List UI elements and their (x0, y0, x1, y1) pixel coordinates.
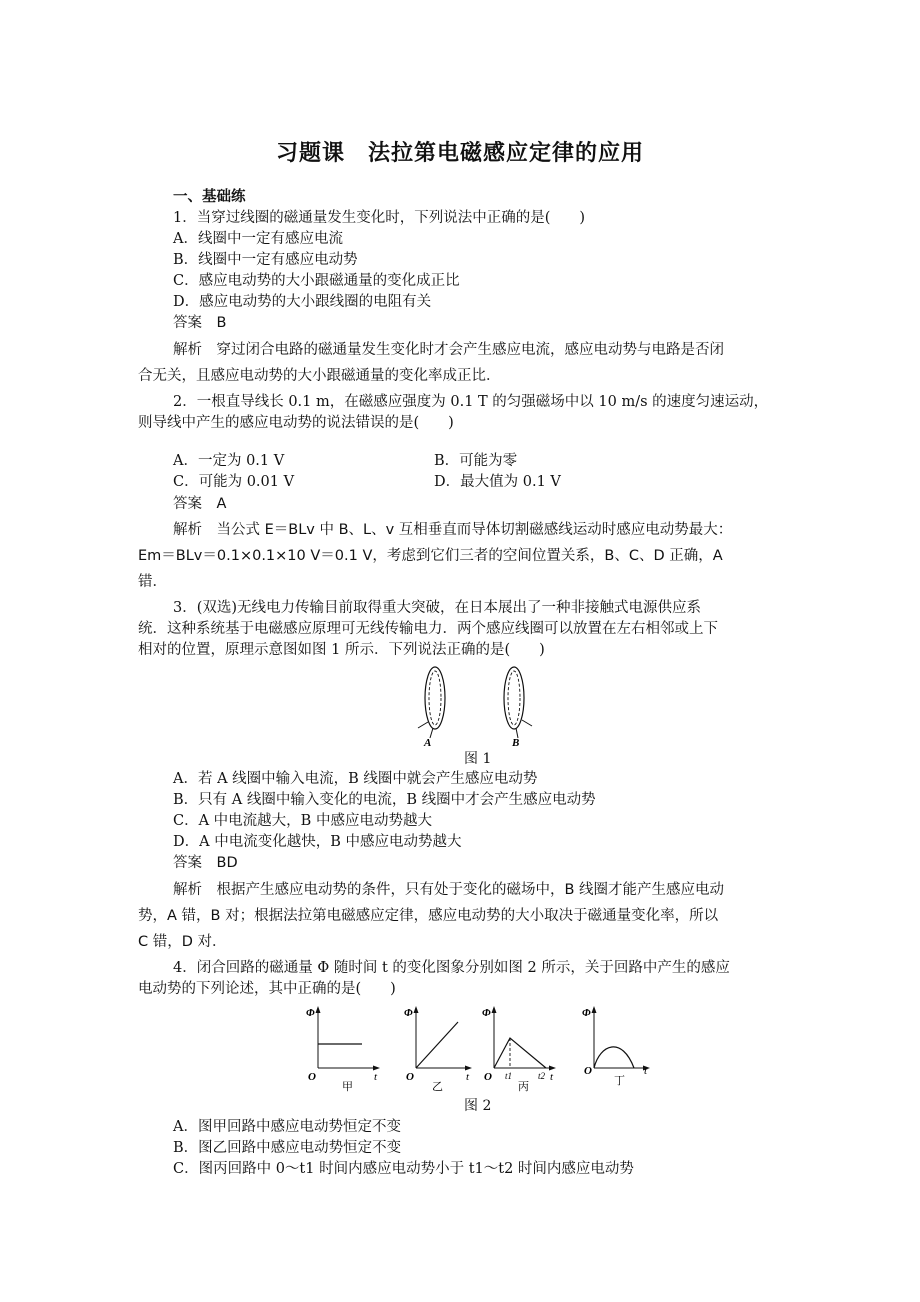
t2-tick-label: t2 (538, 1071, 546, 1081)
q2-option-c: C．可能为 0.01 V (173, 474, 295, 490)
graph-ding (582, 1006, 650, 1087)
q2-analysis-line: 解析 当公式 E＝BLv 中 B、L、v 互相垂直而导体切割磁感线运动时感应电动势最大： (173, 522, 733, 538)
coil-b-lead (522, 720, 532, 726)
coil-b-label: B (512, 737, 520, 748)
q2-stem-line: 则导线中产生的感应电动势的说法错误的是( ) (138, 415, 454, 431)
series-curve (594, 1047, 634, 1068)
section-heading: 一、基础练 (173, 189, 246, 205)
origin-label: O (484, 1071, 492, 1083)
q4-option-c: C．图丙回路中 0～t1 时间内感应电动势小于 t1～t2 时间内感应电动势 (173, 1161, 634, 1177)
graph-jia (306, 1006, 380, 1093)
q1-option-a: A．线圈中一定有感应电流 (173, 231, 343, 247)
q4-option-a: A．图甲回路中感应电动势恒定不变 (173, 1119, 401, 1135)
q3-stem-line: 相对的位置，原理示意图如图 1 所示．下列说法正确的是( ) (138, 642, 545, 658)
q2-stem-line: 2．一根直导线长 0.1 m，在磁感应强度为 0.1 T 的匀强磁场中以 10 m/s 的速度匀速运动， (173, 394, 769, 410)
origin-label: O (308, 1071, 316, 1083)
coil-a (425, 667, 445, 729)
q4-option-b: B．图乙回路中感应电动势恒定不变 (173, 1140, 402, 1156)
t1-tick-label: t1 (505, 1071, 513, 1081)
coil-b (504, 667, 524, 729)
graph-yi (404, 1006, 472, 1093)
q1-stem: 1．当穿过线圈的磁通量发生变化时，下列说法中正确的是( ) (173, 210, 586, 226)
q3-option-d: D．A 中电流变化越快，B 中感应电动势越大 (173, 834, 462, 850)
q1-option-c: C．感应电动势的大小跟磁通量的变化成正比 (173, 273, 460, 289)
x-axis-label: t (550, 1071, 554, 1083)
graph-bing (482, 1006, 556, 1093)
x-axis-label: t (374, 1071, 378, 1083)
q2-analysis-line: 错． (138, 574, 167, 590)
q3-analysis-line: C 错，D 对． (138, 934, 227, 950)
q3-answer: 答案 BD (173, 855, 238, 871)
q1-analysis-line: 解析 穿过闭合电路的磁通量发生变化时才会产生感应电流，感应电动势与电路是否闭 (173, 342, 724, 358)
q3-stem-line: 3．(双选)无线电力传输目前取得重大突破，在日本展出了一种非接触式电源供应系 (173, 600, 702, 616)
figure-1-caption: 图 1 (464, 751, 492, 767)
q2-option-a: A．一定为 0.1 V (173, 453, 285, 469)
q1-option-b: B．线圈中一定有感应电动势 (173, 252, 358, 268)
y-axis-label: Φ (582, 1007, 591, 1019)
x-axis-label: t (644, 1065, 648, 1077)
q2-option-b: B．可能为零 (434, 453, 518, 469)
graph-name: 丁 (614, 1075, 625, 1087)
graph-name: 丙 (518, 1081, 529, 1093)
q4-stem-line: 电动势的下列论述，其中正确的是( ) (138, 981, 396, 997)
q1-analysis-line: 合无关，且感应电动势的大小跟磁通量的变化率成正比． (138, 368, 501, 384)
q3-option-c: C．A 中电流越大，B 中感应电动势越大 (173, 813, 432, 829)
page-title: 习题课 法拉第电磁感应定律的应用 (275, 141, 644, 166)
q1-option-d: D．感应电动势的大小跟线圈的电阻有关 (173, 294, 432, 310)
q3-analysis-line: 解析 根据产生感应电动势的条件，只有处于变化的磁场中，B 线圈才能产生感应电动 (173, 882, 725, 898)
q1-answer: 答案 B (173, 315, 227, 331)
q2-answer: 答案 A (173, 496, 227, 512)
coil-figure (410, 662, 540, 748)
series-line (494, 1038, 546, 1068)
q2-analysis-line: Em＝BLv＝0.1×0.1×10 V＝0.1 V，考虑到它们三者的空间位置关系，B、C、D 正确，A (138, 548, 723, 564)
graph-name: 乙 (432, 1081, 443, 1093)
figure-2-caption: 图 2 (464, 1098, 492, 1114)
q4-stem-line: 4．闭合回路的磁通量 Φ 随时间 t 的变化图象分别如图 2 所示，关于回路中产生的感应 (173, 960, 730, 976)
graph-name: 甲 (342, 1081, 353, 1093)
y-axis-label: Φ (306, 1007, 315, 1019)
series-line (416, 1022, 458, 1068)
q3-option-a: A．若 A 线圈中输入电流，B 线圈中就会产生感应电动势 (173, 771, 538, 787)
q3-analysis-line: 势，A 错，B 对；根据法拉第电磁感应定律，感应电动势的大小取决于磁通量变化率，所以 (138, 908, 719, 924)
origin-label: O (406, 1071, 414, 1083)
y-axis-label: Φ (482, 1007, 491, 1019)
y-axis-label: Φ (404, 1007, 413, 1019)
origin-label: O (584, 1065, 592, 1077)
q2-option-d: D．最大值为 0.1 V (434, 474, 561, 490)
coil-a-lead (418, 722, 428, 728)
flux-graphs-figure (300, 1002, 660, 1094)
x-axis-label: t (466, 1071, 470, 1083)
q3-stem-line: 统．这种系统基于电磁感应原理可无线传输电力．两个感应线圈可以放置在左右相邻或上下 (138, 621, 718, 637)
coil-a-inner (429, 671, 441, 725)
coil-b-inner (508, 671, 520, 725)
coil-a-label: A (424, 737, 432, 748)
q3-option-b: B．只有 A 线圈中输入变化的电流，B 线圈中才会产生感应电动势 (173, 792, 596, 808)
